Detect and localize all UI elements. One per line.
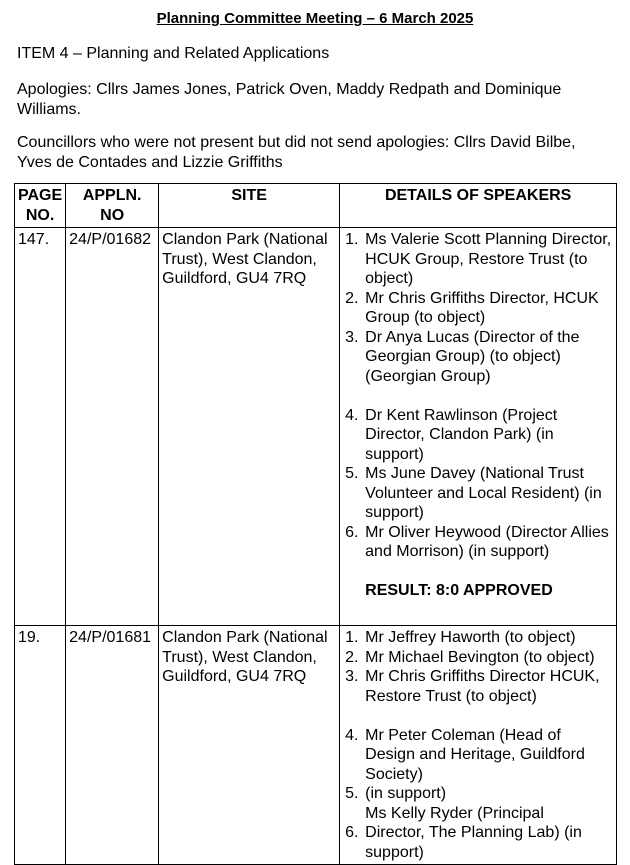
speaker-number: 6. xyxy=(345,824,359,841)
page-no-cell: 19. xyxy=(15,626,66,865)
speaker-text: (in support) xyxy=(365,785,447,802)
item-heading: ITEM 4 – Planning and Related Applications xyxy=(17,45,330,62)
apologies-text: Apologies: Cllrs James Jones, Patrick Oven, Maddy Redpath and Dominique Williams. xyxy=(17,81,562,118)
result-text: RESULT: 8:0 APPROVED xyxy=(365,582,553,599)
header-site: SITE xyxy=(159,184,340,228)
speaker-item xyxy=(365,804,613,824)
speaker-text: Director, The Planning Lab) (in support) xyxy=(365,824,582,861)
speaker-number: 1. xyxy=(345,231,359,248)
speakers-cell xyxy=(340,228,617,626)
header-appln-no: APPLN. NO xyxy=(66,184,159,228)
speaker-item xyxy=(345,667,613,706)
speaker-item xyxy=(345,328,613,387)
speaker-number: 4. xyxy=(345,726,359,744)
speaker-number: 3. xyxy=(345,328,359,346)
absent-councillors-text: Councillors who were not present but did not send apologies: Cllrs David Bilbe, Yves de Contades and Lizzie Griffiths xyxy=(17,134,576,171)
speaker-number: 6. xyxy=(345,523,359,541)
speaker-text: Mr Jeffrey Haworth (to object) xyxy=(365,629,576,646)
speaker-number: 4. xyxy=(345,406,359,424)
speaker-text: Mr Chris Griffiths Director, HCUK Group (to object) xyxy=(365,289,599,326)
speaker-text: Ms Kelly Ryder (Principal xyxy=(365,804,544,822)
page-no-cell: 147. xyxy=(15,228,66,626)
speaker-number: 3. xyxy=(345,668,359,685)
header-details-of-speakers: DETAILS OF SPEAKERS xyxy=(340,184,617,228)
speakers-cell xyxy=(340,626,617,865)
table-row xyxy=(15,626,617,865)
speaker-number: 5. xyxy=(345,465,359,482)
list-spacer xyxy=(365,562,613,582)
meeting-title: Planning Committee Meeting – 6 March 2025 xyxy=(156,10,474,27)
header-page-no: PAGE NO. xyxy=(15,184,66,228)
speaker-text: Dr Kent Rawlinson (Project Director, Clandon Park) (in support) xyxy=(365,406,558,463)
speaker-list xyxy=(343,230,613,581)
speaker-item xyxy=(345,406,613,465)
speaker-text: Mr Oliver Heywood (Director Allies and Morrison) (in support) xyxy=(365,523,609,560)
site-cell: Clandon Park (National Trust), West Clandon, Guildford, GU4 7RQ xyxy=(159,228,340,626)
table-row xyxy=(15,228,617,626)
appln-no-cell: 24/P/01681 xyxy=(66,626,159,865)
speaker-list xyxy=(343,628,613,862)
speaker-text: Dr Anya Lucas (Director of the Georgian Group) (to object) (Georgian Group) xyxy=(365,328,580,385)
list-spacer xyxy=(365,706,613,726)
speaker-text: Mr Peter Coleman (Head of Design and Heritage, Guildford Society) xyxy=(365,726,585,783)
speaker-item xyxy=(345,726,613,785)
speaker-text: Ms June Davey (National Trust Volunteer and Local Resident) (in support) xyxy=(365,465,602,521)
speaker-text: Mr Michael Bevington (to object) xyxy=(365,648,595,666)
speaker-item xyxy=(345,230,613,289)
speaker-item xyxy=(345,289,613,328)
list-spacer xyxy=(365,386,613,406)
speaker-number: 1. xyxy=(345,629,359,646)
applications-table xyxy=(14,183,617,865)
speaker-item xyxy=(345,523,613,562)
speaker-item xyxy=(345,628,613,648)
speaker-number: 2. xyxy=(345,289,359,307)
speaker-item xyxy=(345,464,613,523)
speaker-item xyxy=(345,784,613,804)
speaker-item xyxy=(345,823,613,862)
speaker-text: Ms Valerie Scott Planning Director, HCUK Group, Restore Trust (to object) xyxy=(365,231,612,287)
table-header-row xyxy=(15,184,617,228)
speaker-number: 5. xyxy=(345,785,359,802)
appln-no-cell: 24/P/01682 xyxy=(66,228,159,626)
speaker-number: 2. xyxy=(345,648,359,666)
speaker-text: Mr Chris Griffiths Director HCUK, Restore Trust (to object) xyxy=(365,668,600,705)
speaker-item xyxy=(345,648,613,668)
site-cell: Clandon Park (National Trust), West Clandon, Guildford, GU4 7RQ xyxy=(159,626,340,865)
